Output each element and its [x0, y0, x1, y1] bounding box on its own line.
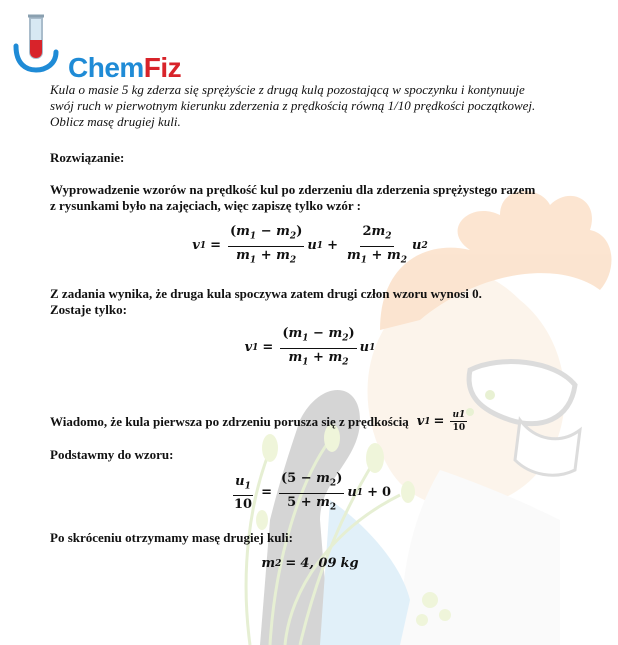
paragraph-result-intro: Po skróceniu otrzymamy masę drugiej kuli:	[50, 529, 294, 545]
paragraph-second-term-zero: Z zadania wynika, że druga kula spoczywa zatem drugi człon wzoru wynosi 0.	[50, 286, 482, 302]
document-content	[50, 82, 570, 572]
formula-general: v 1 = $\frac{(m_1 - m_2)}{m_1 + m_2}$ u 1 + $\frac{2m_2}{m_1 + m_2}$ u 2	[192, 224, 428, 266]
inline-formula-velocity: v 1 = $\frac{u1}{10}$	[416, 410, 466, 434]
test-tube-logo-icon	[12, 12, 60, 74]
paragraph-derivation: Wyprowadzenie wzorów na prędkość kul po zderzeniu dla zderzenia sprężystego razem z rysunkami było na zajęciach, więc zapiszę tylko wzór :	[50, 182, 536, 213]
formula-substituted: $\frac{u_1}{10}$ = $\frac{(5 - m_2)}{5 + m_2}$ u 1 + 0	[233, 471, 392, 513]
task-statement: Kula o masie 5 kg zderza się sprężyście z drugą kulą pozostającą w spoczynku i kontynuuje swój ruch w pierwotnym kierunku zderzenia z prędkością równą 1/10 prędkości początkowej. Oblicz masę drugiej kuli.	[50, 82, 536, 129]
logo-text: ChemFiz	[68, 52, 182, 83]
chemfiz-logo	[12, 12, 192, 83]
paragraph-substitute: Podstawmy do wzoru:	[50, 447, 174, 463]
paragraph-remaining: Zostaje tylko:	[50, 302, 127, 318]
solution-heading: Rozwiązanie:	[50, 150, 125, 165]
paragraph-velocity-after: Wiadomo, że kula pierwsza po zdrzeniu porusza się z prędkością v 1 = $\frac{u1}{10}$	[50, 410, 570, 433]
formula-reduced: v 1 = $\frac{(m_1 - m_2)}{m_1 + m_2}$ u 1	[244, 326, 376, 368]
formula-result: m 2 = 4, 09 kg	[261, 555, 359, 571]
